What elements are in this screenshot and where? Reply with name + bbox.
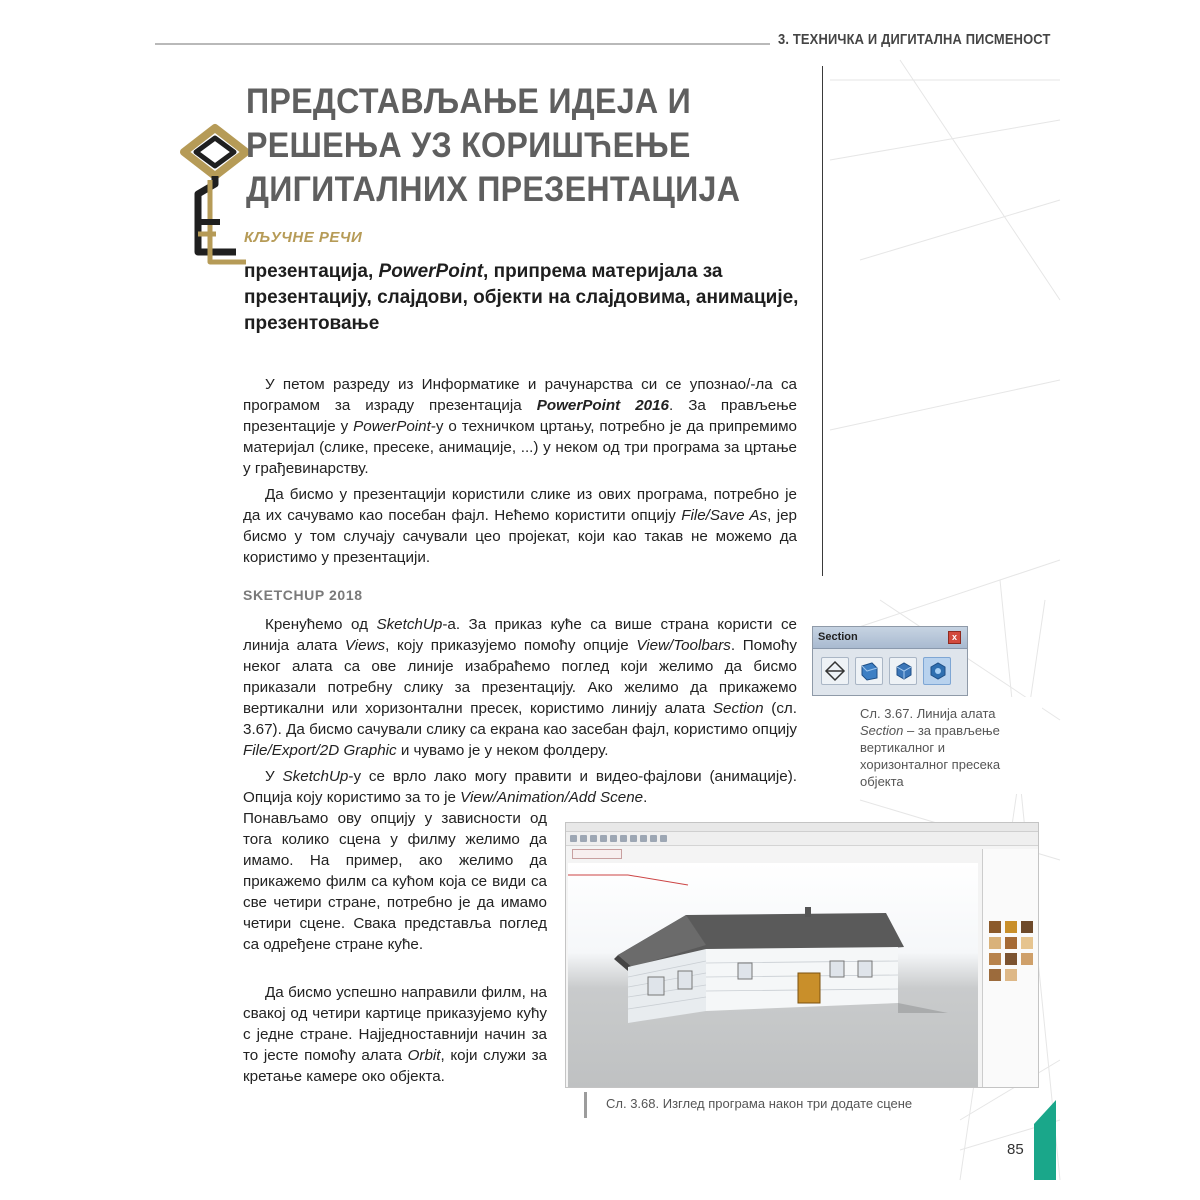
tool-icon	[650, 835, 657, 842]
p3-text-e: , коју приказујемо помоћу опције	[385, 637, 637, 654]
p3-text-j: File/Export/2D Graphic	[243, 742, 397, 759]
material-swatch	[1005, 937, 1017, 949]
p4-text-a: У	[265, 768, 283, 785]
title-line-3: ДИГИТАЛНИХ ПРЕЗЕНТАЦИЈА	[246, 170, 741, 209]
keywords-heading: КЉУЧНЕ РЕЧИ	[244, 229, 363, 246]
page-number: 85	[1007, 1141, 1024, 1158]
display-section-cuts-icon[interactable]	[889, 657, 917, 685]
paragraph-intro	[243, 374, 797, 479]
sketchup-viewport	[568, 863, 978, 1087]
p3-text-a: Кренућемо од	[265, 616, 377, 633]
sketchup-toolbar	[566, 832, 1038, 846]
section-toolbar-screenshot	[812, 626, 968, 696]
toolbar-icons	[813, 649, 967, 685]
p4-text-b: SketchUp	[282, 768, 349, 785]
p4-text-d: View/Animation/Add Scene	[460, 789, 644, 806]
keywords-part-2: PowerPoint	[378, 261, 484, 282]
figure-3-68-caption-box	[604, 1090, 960, 1115]
house-model	[568, 863, 978, 1087]
p2-text-b: File/Save As	[681, 507, 768, 524]
p1-text-d: PowerPoint	[353, 418, 431, 435]
header-rule	[155, 43, 770, 45]
p3-text-g: . Помоћу неког алата са ове линије изабраћемо поглед који желимо да бисмо приказали потребну слику за презентацију. Ако желимо да прикажемо вертикални или хоризонтални пресек, користимо линију алата	[243, 637, 798, 717]
p1-text-e: -у о техничком цртању, потребно је да припремимо материјал (слике, пресеке, анимације, ...) у неком од три програма за цртање у грађевинарству.	[243, 418, 797, 477]
p4-text-c: -у се врло лако могу правити и видео-фајлови (анимације). Опција коју користимо за то је	[243, 768, 797, 806]
chapter-title: 3. ТЕХНИЧКА И ДИГИТАЛНА ПИСМЕНОСТ	[778, 31, 1051, 48]
p3-text-d: Views	[344, 637, 386, 654]
tool-icon	[630, 835, 637, 842]
display-section-planes-icon[interactable]	[855, 657, 883, 685]
material-swatch	[1021, 937, 1033, 949]
tool-icon	[620, 835, 627, 842]
material-swatch	[989, 921, 1001, 933]
sketchup-window-screenshot	[565, 822, 1039, 1088]
p1-text-b: PowerPoint 2016	[536, 397, 669, 414]
sketchup-menubar	[566, 823, 1038, 832]
paragraph-sketchup-views	[243, 614, 797, 761]
caption-367-b: Section	[860, 723, 904, 738]
toolbar-titlebar	[813, 627, 967, 649]
page-title	[246, 80, 806, 212]
title-line-1: ПРЕДСТАВЉАЊЕ ИДЕЈА И	[246, 82, 692, 121]
keywords-part-3: , припрема материјала за презентацију, слајдови, објекти на слајдовима, анимације, презентовање	[244, 261, 799, 334]
section-heading: SKETCHUP 2018	[243, 587, 363, 603]
figure-3-67-caption	[842, 697, 1042, 794]
p6-text-c: , који служи за кретање камере око објекта.	[243, 1047, 547, 1085]
paragraph-scenes: Понављамо ову опцију у зависности од тога колико сцена у филму желимо да имамо. На пример, ако желимо да прикажемо филм са кућом која се види са све четири стране, потребно је да имамо четири сцене. Свака представља поглед са одређене стране куће.	[243, 810, 547, 953]
figure-3-68-caption: Сл. 3.68. Изглед програма након три додате сцене	[606, 1096, 913, 1111]
tool-icon	[660, 835, 667, 842]
material-swatch	[989, 953, 1001, 965]
keywords-text	[244, 259, 804, 337]
tool-icon	[580, 835, 587, 842]
p2-text-c: , јер бисмо у том случају сачували цео пројекат, који као такав не можемо да користимо у презентацији.	[243, 507, 797, 566]
vertical-rule	[822, 66, 823, 576]
close-icon[interactable]: x	[948, 631, 961, 644]
paragraph-save-as	[243, 484, 797, 568]
material-swatch	[1005, 953, 1017, 965]
p3-text-c: -а. За приказ куће са више страна користи се линија алата	[243, 616, 797, 654]
p1-text-c: . За прављење презентације у	[243, 397, 797, 435]
caption-bar	[584, 1092, 587, 1118]
caption-367-a: Сл. 3.67. Линија алата	[860, 706, 996, 721]
scene-tabs	[572, 849, 622, 859]
material-swatch	[1005, 969, 1017, 981]
figure-3-67-caption-box	[842, 697, 1042, 794]
caption-367-c: – за прављење вертикалног и хоризонталног пресека објекта	[860, 723, 1001, 789]
p3-text-h: Section	[712, 700, 764, 717]
material-swatch	[1021, 953, 1033, 965]
ornament-logo	[176, 122, 254, 272]
material-swatch	[1005, 921, 1017, 933]
page-tab-marker	[1034, 1100, 1056, 1180]
paragraph-orbit	[243, 982, 547, 1087]
p1-text-a: У петом разреду из Информатике и рачунарства си се упознао/-ла са програмом за израду презентација	[243, 376, 797, 414]
toolbar-title: Section	[818, 631, 858, 643]
tool-icon	[640, 835, 647, 842]
tool-icon	[600, 835, 607, 842]
p4-text-e: .	[643, 789, 648, 806]
p2-text-a: Да бисмо у презентацији користили слике из ових програма, потребно је да их сачувамо као посебан фајл. Нећемо користити опцију	[243, 486, 797, 524]
tool-icon	[570, 835, 577, 842]
p3-text-k: и чувамо је у неком фолдеру.	[396, 742, 609, 759]
material-swatch	[989, 937, 1001, 949]
material-swatch	[1021, 921, 1033, 933]
tool-icon	[610, 835, 617, 842]
sketchup-materials-panel	[982, 849, 1038, 1087]
section-plane-icon[interactable]	[821, 657, 849, 685]
p3-text-f: View/Toolbars	[636, 637, 731, 654]
title-line-2: РЕШЕЊА УЗ КОРИШЋЕЊЕ	[246, 126, 691, 165]
paragraph-animation	[243, 766, 797, 808]
keywords-part-1: презентација,	[244, 261, 379, 282]
material-swatch	[989, 969, 1001, 981]
p6-text-a: Да бисмо успешно направили филм, на свакој од четири картице приказујемо кућу с једне стране. Најједноставнији начин за то јесте помоћу алата	[243, 984, 547, 1064]
display-section-fill-icon[interactable]	[923, 657, 951, 685]
tool-icon	[590, 835, 597, 842]
p3-text-i: (сл. 3.67). Да бисмо сачували слику са екрана као засебан фајл, користимо опцију	[243, 700, 797, 738]
p6-text-b: Orbit	[407, 1047, 441, 1064]
p3-text-b: SketchUp	[376, 616, 443, 633]
